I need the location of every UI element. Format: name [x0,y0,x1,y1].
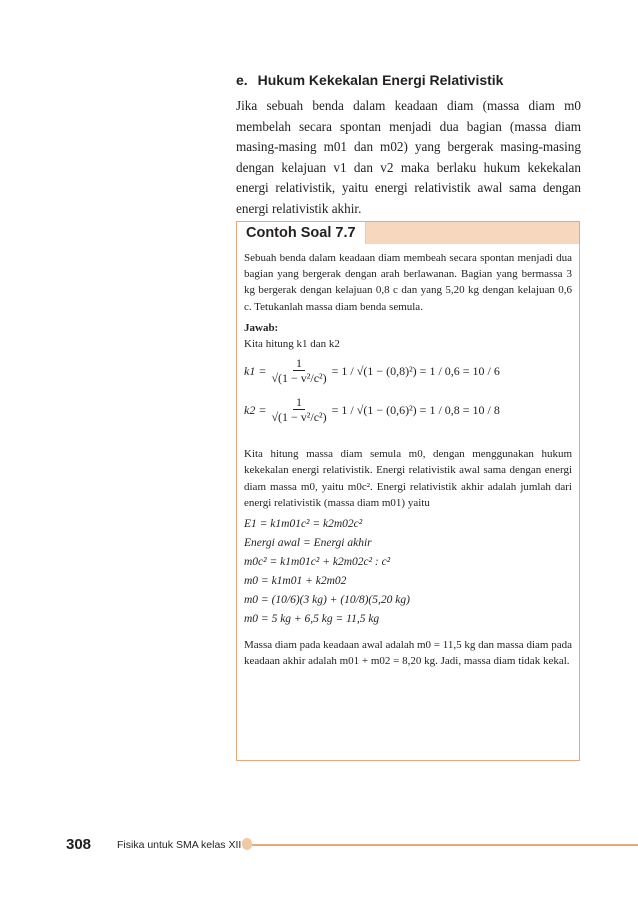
problem-text: Sebuah benda dalam keadaan diam membeah secara spontan menjadi dua bagian yang bergerak dengan arah berlawanan. Bagian yang bermassa 3 kg bergerak dengan kelajuan 0,8 c dan yang 5,20 kg dengan kelajuan 0,6 c. Tetukanlah massa diam benda semula. [244,252,572,313]
step-2-text: Kita hitung massa diam semula m0, dengan menggunakan hukum kekekalan energi relativistik. Energi relativistik awal sama dengan energi diam massa m0, yaitu m0c². Energi relativistik akhir adalah jumlah dari energi relativistik (massa diam m01) yaitu [244,448,572,509]
example-header [237,222,579,244]
footer-ornament [242,838,252,850]
k2-label: k2 = [244,402,267,417]
section-heading [236,72,581,88]
equation-m0c2: m0c² = k1m01c² + k2m02c² : c² [244,556,391,569]
footer-rule [252,844,638,846]
equation-m0-substituted: m0 = (10/6)(3 kg) + (10/8)(5,20 kg) [244,594,410,607]
k1-symbolic-fraction: $\frac{1}{\text{√(1 − v²/c²)}}$ [271,356,327,386]
energy-equations [244,515,572,629]
intro-paragraph: Jika sebuah benda dalam keadaan diam (massa diam m0 membelah secara spontan menjadi dua bagian (massa diam masing-masing m01 dan m02) yang bergerak masing-masing dengan kelajuan v1 dan v2 maka berlaku hukum kekekalan energi relativistik, yaitu energi relativistik awal sama dengan energi relativistik akhir. [236,98,581,216]
section-letter: e. [236,72,248,88]
section-title: Hukum Kekekalan Energi Relativistik [257,72,504,88]
equation-energy-balance: Energi awal = Energi akhir [244,537,372,550]
k2-rhs: = 1 / √(1 − (0,6)²) = 1 / 0,8 = 10 / 8 [331,402,500,417]
k1-equation [244,356,572,385]
equation-m0: m0 = k1m01 + k2m02 [244,575,347,588]
answer-label: Jawab: [244,321,279,334]
k1-label: k1 = [244,363,267,378]
example-body [237,244,579,669]
conclusion-text: Massa diam pada keadaan awal adalah m0 = 11,5 kg dan massa diam pada keadaan akhir adalah m01 + m02 = 8,20 kg. Jadi, massa diam tidak kekal. [244,639,572,668]
k2-equation [244,395,572,424]
step-1-text: Kita hitung k1 dan k2 [244,338,340,351]
page-number: 308 [66,836,92,853]
example-box [236,221,580,761]
example-title: Contoh Soal 7.7 [237,222,366,244]
k1-rhs: = 1 / √(1 − (0,8)²) = 1 / 0,6 = 10 / 6 [331,363,500,378]
section-intro [236,96,581,220]
k2-symbolic-fraction: $\frac{1}{\text{√(1 − v²/c²)}}$ [271,395,327,425]
book-title: Fisika untuk SMA kelas XII [117,839,242,851]
equation-e1: E1 = k1m01c² = k2m02c² [244,518,363,531]
equation-m0-result: m0 = 5 kg + 6,5 kg = 11,5 kg [244,613,380,626]
page-footer [66,835,638,855]
